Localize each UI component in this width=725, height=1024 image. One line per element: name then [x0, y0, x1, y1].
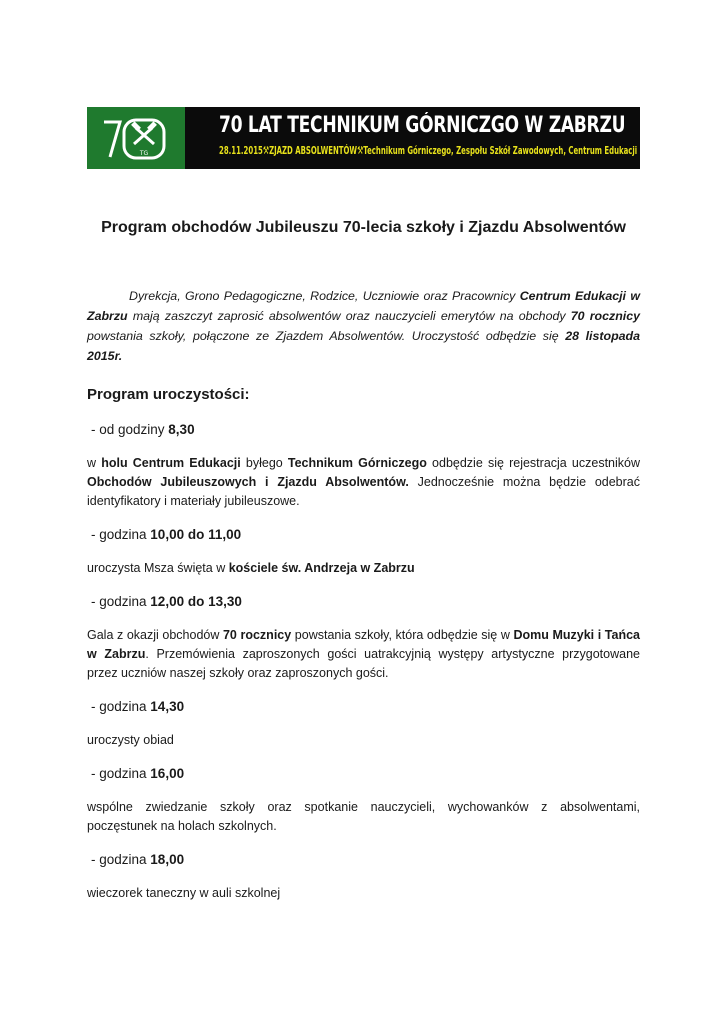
- program-time: [87, 697, 640, 717]
- program-heading: Program uroczystości:: [87, 386, 250, 403]
- document-body: [87, 216, 640, 903]
- time-value: 8,30: [168, 422, 195, 437]
- banner-place: Technikum Górniczego, Zespołu Szkół Zawodowych, Centrum Edukacji: [363, 144, 638, 157]
- program-time: [87, 592, 640, 612]
- time-prefix: - godzina: [91, 766, 151, 781]
- program-description: [87, 454, 640, 511]
- desc-text: uroczysta Msza święta w: [87, 561, 229, 575]
- time-value: 14,30: [150, 699, 185, 714]
- intro-bold: Centrum Edukacji w Zabrzu: [87, 289, 640, 323]
- desc-text: Gala z okazji obchodów: [87, 628, 223, 642]
- desc-text: . Przemówienia zaproszonych gości uatrakcyjnią występy artystyczne przygotowane przez uczniów naszej szkoły oraz zaproszonych gości.: [87, 647, 640, 680]
- program-time: [87, 850, 640, 870]
- desc-bold: Obchodów Jubileuszowych i Zjazdu Absolwentów.: [87, 475, 409, 489]
- document-title: Program obchodów Jubileuszu 70-lecia szkoły i Zjazdu Absolwentów: [101, 219, 626, 236]
- time-value: 10,00 do 11,00: [150, 527, 242, 542]
- banner-subtitle: [219, 143, 640, 159]
- program-description: [87, 559, 640, 578]
- desc-bold: Domu Muzyki i Tańca w Zabrzu: [87, 628, 641, 661]
- time-value: 12,00 do 13,30: [150, 594, 242, 609]
- banner-date: 28.11.2015: [219, 144, 263, 157]
- time-value: 18,00: [150, 852, 185, 867]
- header-banner: [87, 107, 640, 169]
- time-value: 16,00: [150, 766, 185, 781]
- program-description: wieczorek taneczny w auli szkolnej: [87, 886, 281, 900]
- time-prefix: - godzina: [91, 699, 151, 714]
- time-prefix: - godzina: [91, 527, 151, 542]
- program-time: [87, 764, 640, 784]
- desc-text: byłego: [240, 456, 288, 470]
- desc-bold: Technikum Górniczego: [287, 456, 427, 470]
- program-description: uroczysty obiad: [87, 733, 174, 747]
- banner-text: [185, 107, 640, 169]
- time-prefix: - godzina: [91, 594, 151, 609]
- desc-text: powstania szkoły, która odbędzie się w: [291, 628, 514, 642]
- hammer-pick-icon: ⚒: [357, 144, 364, 157]
- svg-text:TG: TG: [139, 150, 149, 157]
- banner-title: 70 LAT TECHNIKUM GÓRNICZGO W ZABRZU: [219, 113, 626, 138]
- desc-bold: kościele św. Andrzeja w Zabrzu: [228, 561, 415, 575]
- program-description: [87, 626, 640, 683]
- desc-bold: 70 rocznicy: [222, 628, 292, 642]
- program-time: [87, 420, 640, 440]
- program-description: wspólne zwiedzanie szkoły oraz spotkanie nauczycieli, wychowanków z absolwentami, poczęstunek na holach szkolnych.: [87, 800, 640, 833]
- intro-paragraph: [87, 286, 640, 366]
- school-logo: [87, 107, 185, 169]
- program-time: [87, 525, 640, 545]
- desc-bold: holu Centrum Edukacji: [101, 456, 241, 470]
- hammer-pick-icon: ⚒: [262, 144, 270, 157]
- intro-text: powstania szkoły, połączone ze Zjazdem Absolwentów. Uroczystość odbędzie się: [87, 329, 566, 343]
- desc-text: Jednocześnie można będzie odebrać identyfikatory i materiały jubileuszowe.: [87, 475, 640, 508]
- desc-text: odbędzie się rejestracja uczestników: [426, 456, 640, 470]
- banner-event: ZJAZD ABSOLWENTÓW: [269, 144, 358, 157]
- intro-bold: 28 listopada 2015r.: [87, 329, 640, 363]
- intro-bold: 70 rocznicy: [570, 309, 640, 323]
- time-prefix: - godzina: [91, 852, 151, 867]
- hammer-and-pick-logo-icon: [96, 113, 176, 163]
- time-prefix: - od godziny: [91, 422, 169, 437]
- desc-text: w: [87, 456, 102, 470]
- intro-text: mają zaszczyt zaprosić absolwentów oraz nauczycieli emerytów na obchody: [127, 309, 571, 323]
- intro-text: Dyrekcja, Grono Pedagogiczne, Rodzice, Uczniowie oraz Pracownicy: [129, 289, 520, 303]
